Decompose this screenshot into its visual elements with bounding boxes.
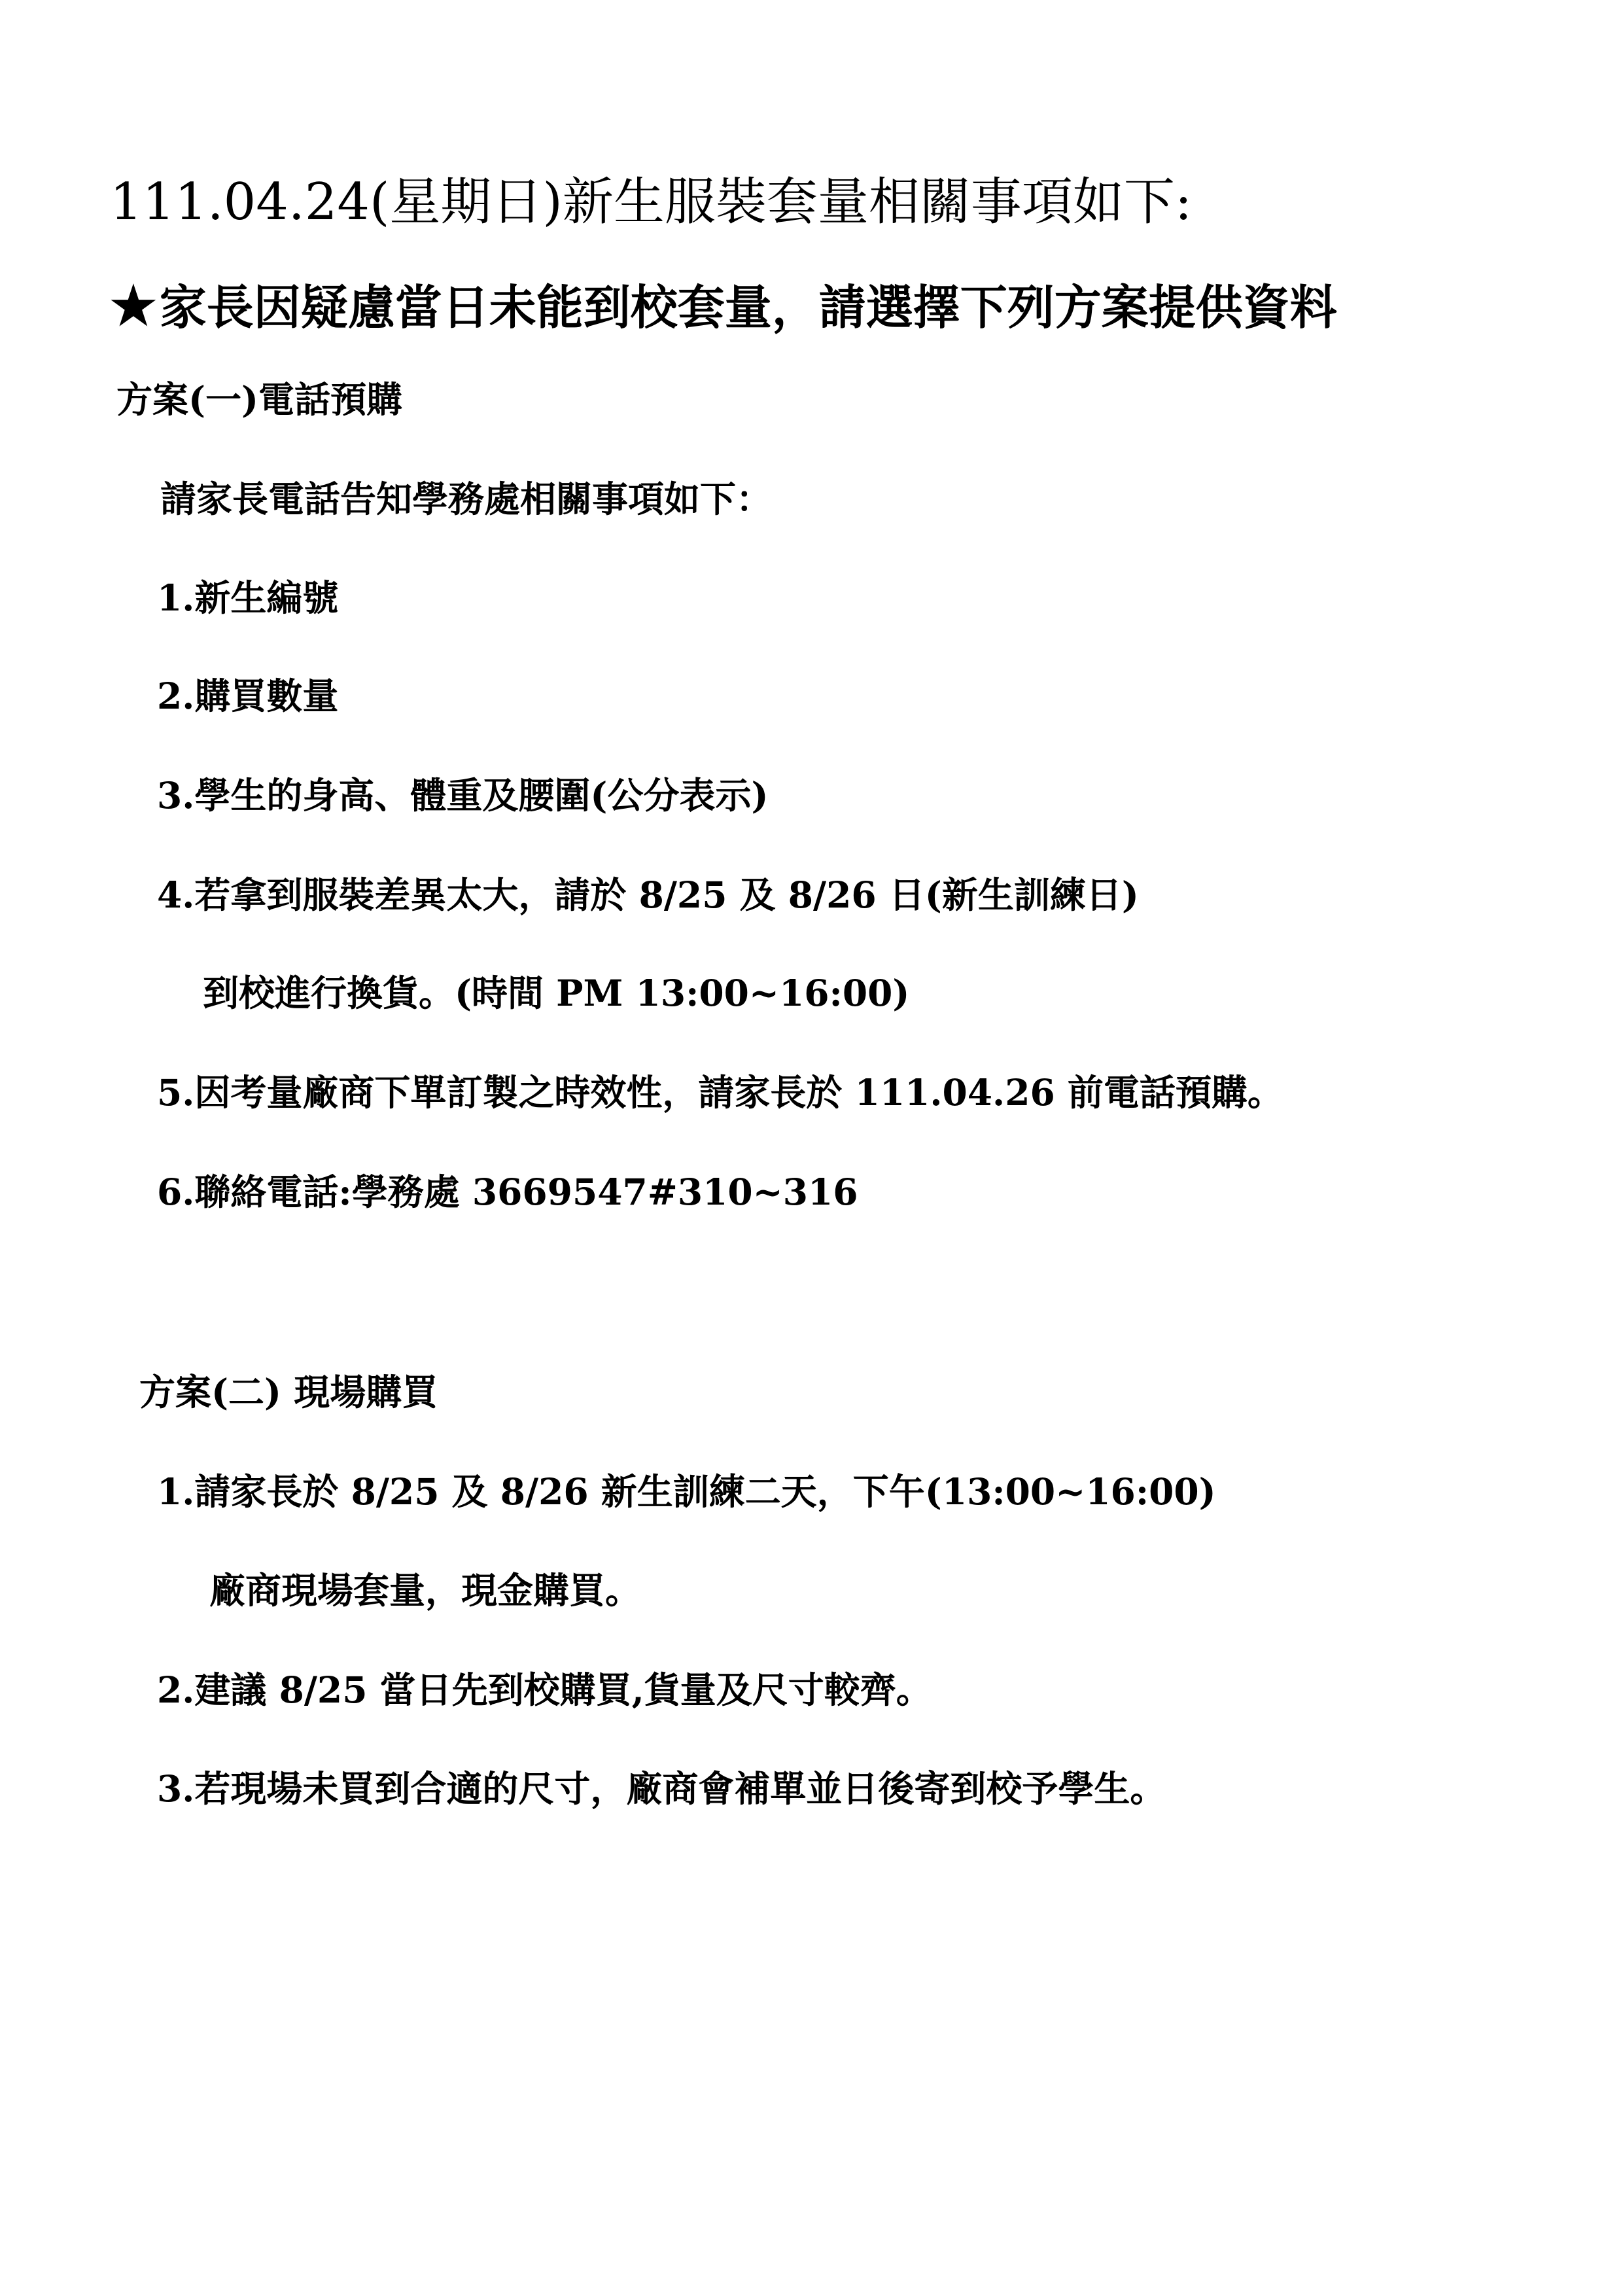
plan2-item: 1.請家長於 8/25 及 8/26 新生訓練二天，下午(13:00~16:00) [157, 1470, 1216, 1513]
page-title: 111.04.24(星期日)新生服裝套量相關事項如下: [110, 173, 1193, 232]
plan2-item: 3.若現場未買到合適的尺寸，廠商會補單並日後寄到校予學生。 [157, 1767, 1166, 1810]
plan1-item: 4.若拿到服裝差異太大，請於 8/25 及 8/26 日(新生訓練日) [157, 874, 1139, 916]
notice-text: 家長因疑慮當日未能到校套量，請選擇下列方案提供資料 [159, 279, 1337, 335]
plan1-item: 3.學生的身高、體重及腰圍(公分表示) [157, 774, 769, 817]
plan2-item: 2.建議 8/25 當日先到校購買,貨量及尺寸較齊。 [157, 1669, 932, 1711]
star-icon: ★ [110, 275, 157, 336]
plan1-item-contact: 6.聯絡電話:學務處 3669547#310~316 [157, 1171, 858, 1213]
plan1-intro: 請家長電話告知學務處相關事項如下： [160, 478, 773, 520]
plan1-item: 5.因考量廠商下單訂製之時效性，請家長於 111.04.26 前電話預購。 [157, 1071, 1283, 1114]
plan1-item: 1.新生編號 [157, 576, 339, 619]
notice-line [110, 275, 1337, 336]
plan1-heading: 方案(一)電話預購 [116, 378, 403, 421]
plan2-item-continuation: 廠商現場套量，現金購買。 [209, 1569, 642, 1612]
plan1-item-continuation: 到校進行換貨。(時間 PM 13:00~16:00) [203, 972, 910, 1014]
plan2-heading: 方案(二) 現場購買 [139, 1371, 438, 1413]
plan1-item: 2.購買數量 [157, 675, 339, 717]
